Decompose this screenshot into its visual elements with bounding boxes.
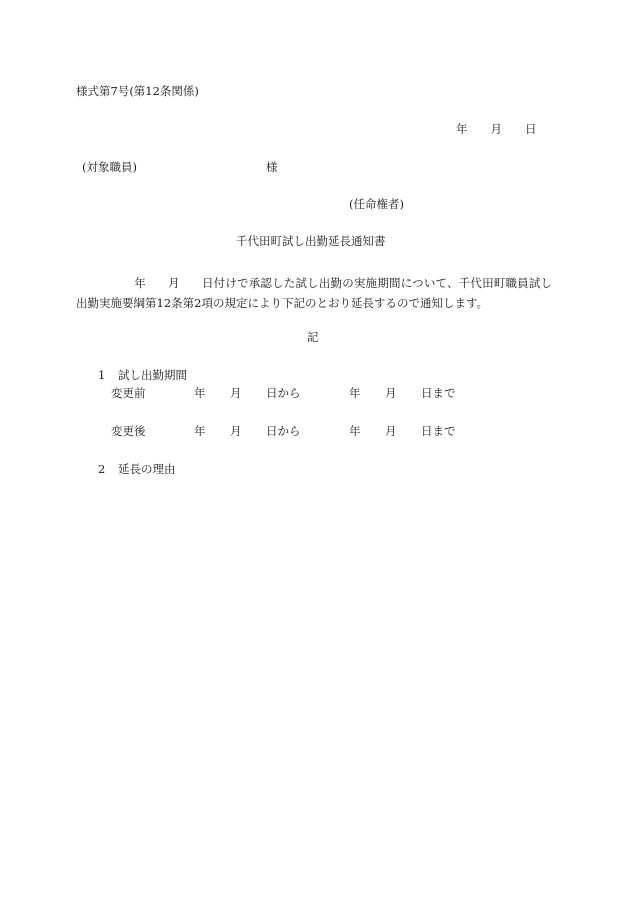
- date-month: 月: [490, 122, 502, 136]
- date-year: 年: [456, 122, 468, 136]
- period-from: 日から: [266, 424, 301, 438]
- form-number: 様式第7号(第12条関係): [76, 84, 199, 98]
- item-2-heading: [98, 464, 176, 476]
- notice-body: [76, 273, 552, 313]
- appointer-label: (任命権者): [349, 197, 404, 211]
- period-until: 日まで: [421, 424, 456, 438]
- body-year: 年: [134, 276, 146, 290]
- item-2-title: 延長の理由: [118, 462, 176, 476]
- item-2-number: 2: [98, 462, 106, 476]
- period-month: 月: [230, 386, 242, 400]
- item-1-number: 1: [98, 368, 106, 382]
- date-line: [456, 124, 537, 136]
- period-row-before: [111, 388, 456, 400]
- period-year-end: 年: [349, 386, 361, 400]
- period-month-end: 月: [385, 386, 397, 400]
- period-year-end: 年: [349, 424, 361, 438]
- body-text: 日付けで承認した試し出勤の実施期間について、千代田町職員試し出勤実施要綱第12条第2項の規定により下記のとおり延長するので通知します。: [76, 276, 553, 310]
- item-1-title: 試し出勤期間: [118, 368, 187, 382]
- recipient-label: (対象職員): [82, 160, 137, 174]
- ki-mark: 記: [307, 330, 319, 344]
- body-month: 月: [167, 276, 180, 290]
- recipient-honorific: 様: [266, 160, 278, 174]
- period-label: 変更後: [111, 424, 146, 438]
- period-month: 月: [230, 424, 242, 438]
- period-month-end: 月: [385, 424, 397, 438]
- period-from: 日から: [266, 386, 301, 400]
- period-until: 日まで: [421, 386, 456, 400]
- period-year: 年: [194, 424, 206, 438]
- document-title: 千代田町試し出勤延長通知書: [236, 234, 386, 248]
- period-year: 年: [194, 386, 206, 400]
- period-label: 変更前: [111, 386, 146, 400]
- item-1-heading: [98, 370, 187, 382]
- date-day: 日: [525, 122, 537, 136]
- period-row-after: [111, 426, 456, 438]
